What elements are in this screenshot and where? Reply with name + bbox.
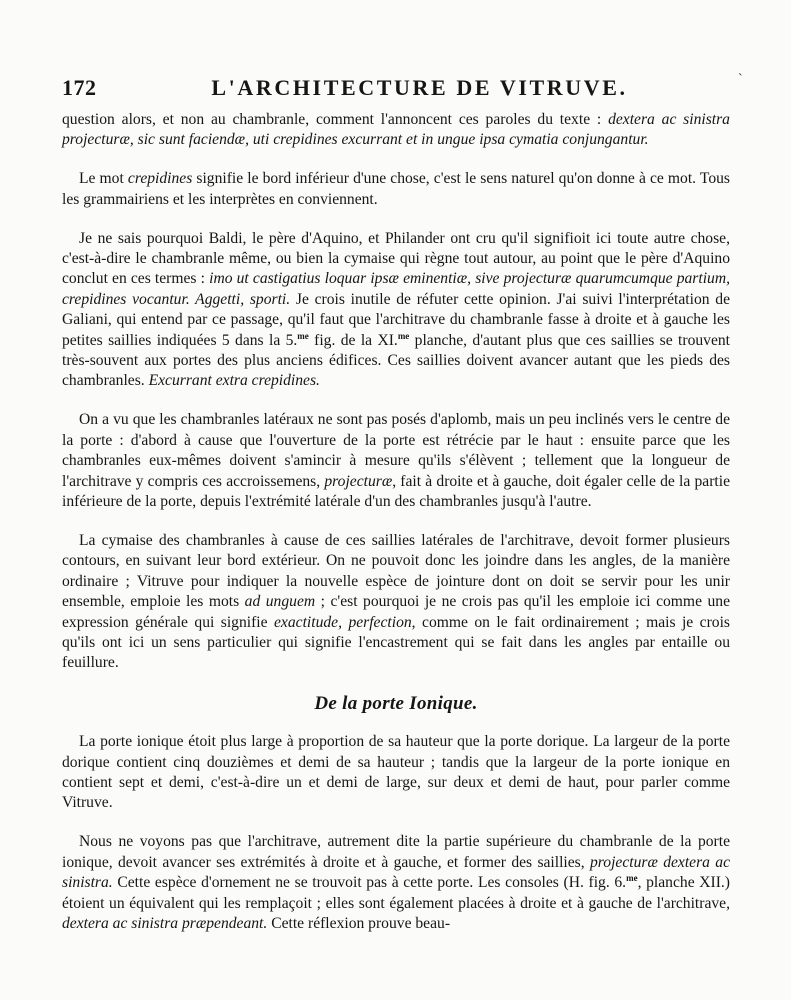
paragraph-group-before	[62, 110, 730, 674]
text-run: fig. de la XI.	[308, 331, 398, 349]
text-run: On a vu que les chambranles latéraux ne sont pas posés d'aplomb, mais un peu inclinés vers le centre de la porte : d'abord à cause que l'ouverture de la porte est rétrécie par le haut : ensuite parce que les chambranles eux-mêmes doivent s'amincir à mesure qu'ils s'élèvent ; tellement que la longueur de l'architrave y compris ces accroissemens,	[62, 411, 730, 490]
paragraph-p3	[62, 229, 730, 392]
text-run: question alors, et non au chambranle, comment l'annoncent ces paroles du texte :	[62, 111, 609, 128]
superscript-text: me	[397, 330, 410, 341]
running-title: L'ARCHITECTURE DE VITRUVE.	[211, 75, 628, 100]
italic-text: projecturæ dextera ac sinistra.	[62, 853, 730, 892]
text-run: Je crois inutile de réfuter cette opinion. J'ai suivi l'interprétation de Galiani, qui entend par ce passage, qu'il faut que l'architrave du chambranle fasse à droite et à gauche les petites saillies indiquées 5 dans la 5.	[62, 290, 731, 349]
text-run: Le mot	[79, 170, 128, 188]
text-run: La cymaise des chambranles à cause de ces saillies latérales de l'architrave, devoit former plusieurs contours, en suivant leur bord extérieur. On ne pouvoit donc les joindre dans les angles, de la manière ordinaire ; Vitruve pour indiquer la nouvelle espèce de jointure dont on doit se servir pour les unir ensemble, emploie les mots	[62, 531, 730, 611]
section-heading: De la porte Ionique.	[314, 693, 478, 715]
text-run: Cette espèce d'ornement ne se trouvoit pas à cette porte. Les consoles (H. fig. 6.	[112, 874, 627, 892]
text-run: ; c'est pourquoi je ne crois pas qu'il les emploie ici comme une expression générale qui signifie	[62, 593, 731, 631]
text-run: Nous ne voyons pas que l'architrave, autrement dite la partie supérieure du chambranle de la porte ionique, devoit avancer ses extrémités à droite et à gauche, et former des saillies,	[62, 833, 730, 871]
italic-text: Excurrant extra crepidines.	[148, 372, 320, 390]
italic-text: exactitude, perfection	[274, 613, 412, 631]
paragraph-p7	[62, 832, 730, 934]
text-run: planche, d'autant plus que ces saillies se trouvent très-souvent aux portes des plus anciens édifices. Ces saillies doivent avancer autant que les pieds des chambranles.	[62, 331, 731, 390]
italic-text: projecturæ	[324, 472, 393, 490]
italic-text: crepidines	[127, 170, 193, 188]
italic-text: dextera ac sinistra præpendeant.	[62, 915, 268, 932]
text-run: Cette réflexion prouve beau-	[267, 915, 451, 932]
paragraph-p6	[62, 732, 730, 814]
text-run: , planche XII.) étoient un équivalent qui les remplaçoit ; elles sont également placées à droite et à gauche de l'architrave,	[62, 874, 731, 912]
italic-text: imo ut castigatius loquar ipsæ eminentiæ, sive projecturæ quarumcumque partium, crepidines vocantur. Aggetti, sporti.	[62, 270, 730, 308]
page-number: 172	[62, 75, 97, 100]
paragraph-p5	[62, 531, 730, 674]
text-run: signifie le bord inférieur d'une chose, c'est le sens naturel qu'on donne à ce mot. Tous les grammairiens et les interprètes en conviennent.	[62, 170, 730, 208]
page-header	[62, 75, 742, 105]
paragraph-group-after	[62, 732, 730, 934]
italic-text: dextera ac sinistra projecturæ, sic sunt faciendæ, uti crepidines excurrant et in ungue ipsa cymatia conjungantur.	[62, 111, 730, 149]
paragraph-p2	[62, 169, 730, 210]
text-run: , comme on le fait ordinairement ; mais je crois qu'ils ont ici un sens particulier qui signifie l'encastrement qui se fait dans les angles par entaille ou feuillure.	[62, 613, 730, 672]
superscript-text: me	[297, 330, 309, 341]
text-run: Je ne sais pourquoi Baldi, le père d'Aquino, et Philander ont cru qu'il signifioit ici toute autre chose, c'est-à-dire le chambranle même, ou bien la cymaise qui règne tout autour, au point que le père d'Aquino conclut en ces termes :	[62, 229, 730, 288]
superscript-text: me	[626, 873, 638, 883]
italic-text: ad unguem	[244, 593, 316, 611]
margin-mark: ˋ	[738, 72, 743, 87]
text-run: , fait à droite et à gauche, doit égaler celle de la partie inférieure de la porte, depuis l'extrémité latérale d'un des chambranles jusqu'à l'autre.	[62, 472, 730, 510]
paragraph-p4	[62, 410, 730, 512]
page-body	[62, 110, 730, 953]
text-run: La porte ionique étoit plus large à proportion de sa hauteur que la porte dorique. La largeur de la porte dorique contient cinq douzièmes et demi de sa hauteur ; tandis que la largeur de la porte ionique en contient sept et demi, c'est-à-dire un et demi de large, sur deux et demi de haut, pour parler comme Vitruve.	[62, 733, 730, 812]
paragraph-p1	[62, 110, 730, 151]
